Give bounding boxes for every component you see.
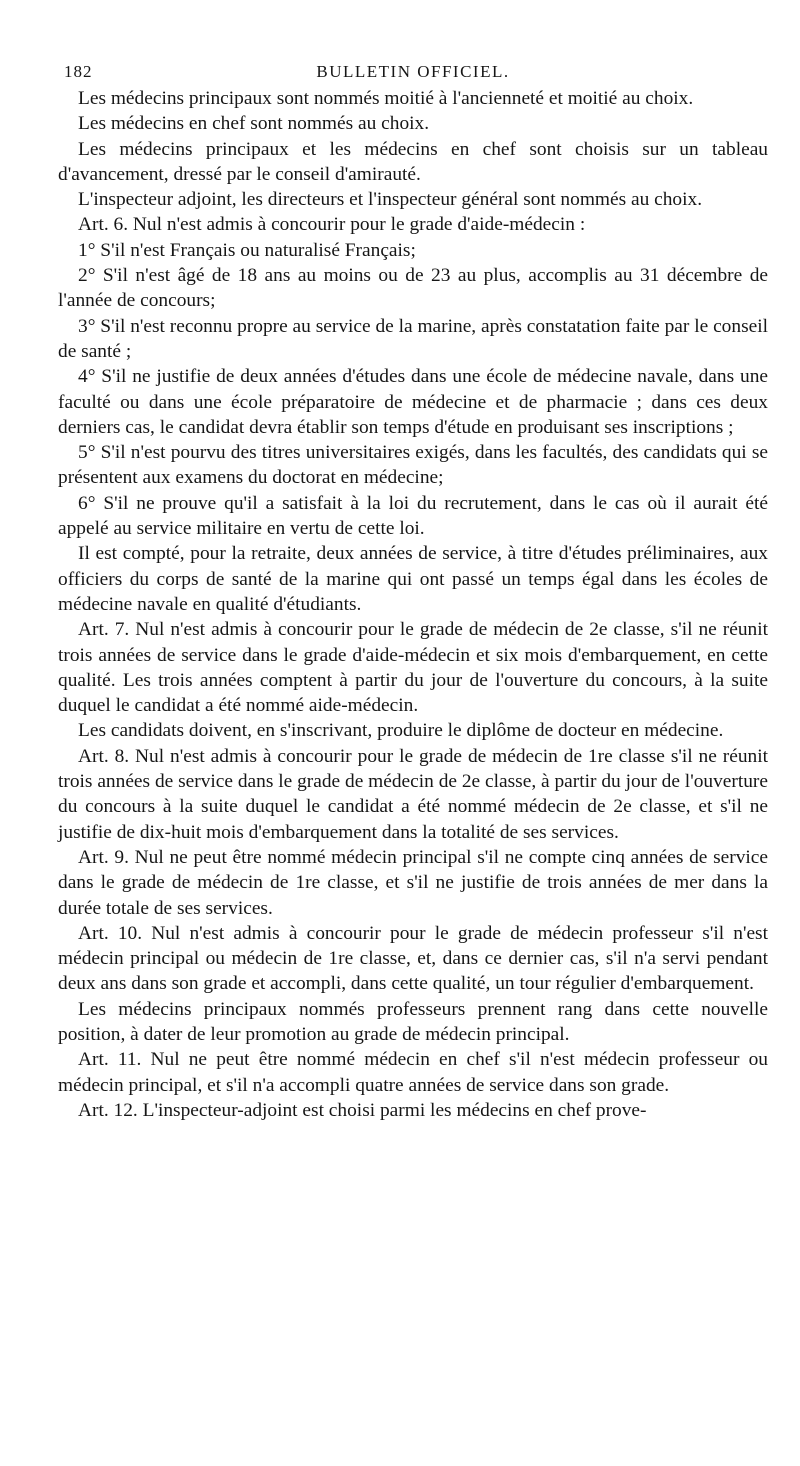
article-8: Art. 8. Nul n'est admis à concourir pour le grade de médecin de 1re classe s'il ne réunit trois années de service dans le grade de médecin de 2e classe, à partir du jour de l'ouverture du concours à la suite duquel le candidat a été nommé médecin de 2e classe, et s'il ne justifie de dix-huit mois d'embarquement dans la totalité de ses services. [58,745,768,843]
paragraph: Les médecins principaux nommés professeurs prennent rang dans cette nouvelle position, à dater de leur promotion au grade de médecin principal. [58,998,768,1045]
article-11: Art. 11. Nul ne peut être nommé médecin en chef s'il n'est médecin professeur ou médecin principal, et s'il n'a accompli quatre années de service dans son grade. [58,1049,768,1096]
page-number: 182 [64,62,93,81]
page-header [58,62,768,86]
article-9: Art. 9. Nul ne peut être nommé médecin principal s'il ne compte cinq années de service dans le grade de médecin de 1re classe, et s'il ne justifie de trois années de mer dans la durée totale de ses services. [58,846,768,919]
running-title: BULLETIN OFFICIEL. [316,62,510,81]
list-item: 5° S'il n'est pourvu des titres universitaires exigés, dans les facultés, des candidats qui se présentent aux examens du doctorat en médecine; [58,442,768,489]
body-text [58,86,768,1123]
paragraph: Les médecins en chef sont nommés au choix. [78,113,430,135]
document-page [58,62,768,1123]
list-item: 6° S'il ne prouve qu'il a satisfait à la loi du recrutement, dans le cas où il aurait été appelé au service militaire en vertu de cette loi. [58,492,768,540]
article-6: Art. 6. Nul n'est admis à concourir pour le grade d'aide-médecin : [78,214,586,236]
list-item: 4° S'il ne justifie de deux années d'études dans une école de médecine navale, dans une faculté ou dans une école préparatoire de médecine et de pharmacie ; dans ces deux derniers cas, le candidat devra établir son temps d'étude en produisant ses inscriptions ; [58,366,768,438]
paragraph: Il est compté, pour la retraite, deux années de service, à titre d'études préliminaires, aux officiers du corps de santé de la marine qui ont passé un temps égal dans les écoles de médecine navale en qualité d'étudiants. [58,543,768,615]
list-item: 3° S'il n'est reconnu propre au service de la marine, après constatation faite par le conseil de santé ; [58,315,768,362]
paragraph: Les médecins principaux sont nommés moitié à l'ancienneté et moitié au choix. [78,88,694,109]
paragraph: Les médecins principaux et les médecins en chef sont choisis sur un tableau d'avancement, dressé par le conseil d'amirauté. [58,138,768,185]
article-7: Art. 7. Nul n'est admis à concourir pour le grade de médecin de 2e classe, s'il ne réunit trois années de service dans le grade d'aide-médecin et six mois d'embarquement, en cette qualité. Les trois années comptent à partir du jour de l'ouverture du concours, à la suite duquel le candidat a été nommé aide-médecin. [58,619,768,717]
list-item: 2° S'il n'est âgé de 18 ans au moins ou de 23 au plus, accomplis au 31 décembre de l'année de concours; [58,265,768,312]
article-12: Art. 12. L'inspecteur-adjoint est choisi parmi les médecins en chef prove- [78,1099,647,1121]
article-10: Art. 10. Nul n'est admis à concourir pour le grade de médecin professeur s'il n'est médecin principal ou médecin de 1re classe, et, dans ce dernier cas, s'il n'a servi pendant deux ans dans son grade et accompli, dans cette qualité, un tour régulier d'embarquement. [58,922,768,995]
list-item: 1° S'il n'est Français ou naturalisé Français; [78,239,416,261]
paragraph: L'inspecteur adjoint, les directeurs et l'inspecteur général sont nommés au choix. [78,189,703,211]
paragraph: Les candidats doivent, en s'inscrivant, produire le diplôme de docteur en médecine. [78,720,724,742]
